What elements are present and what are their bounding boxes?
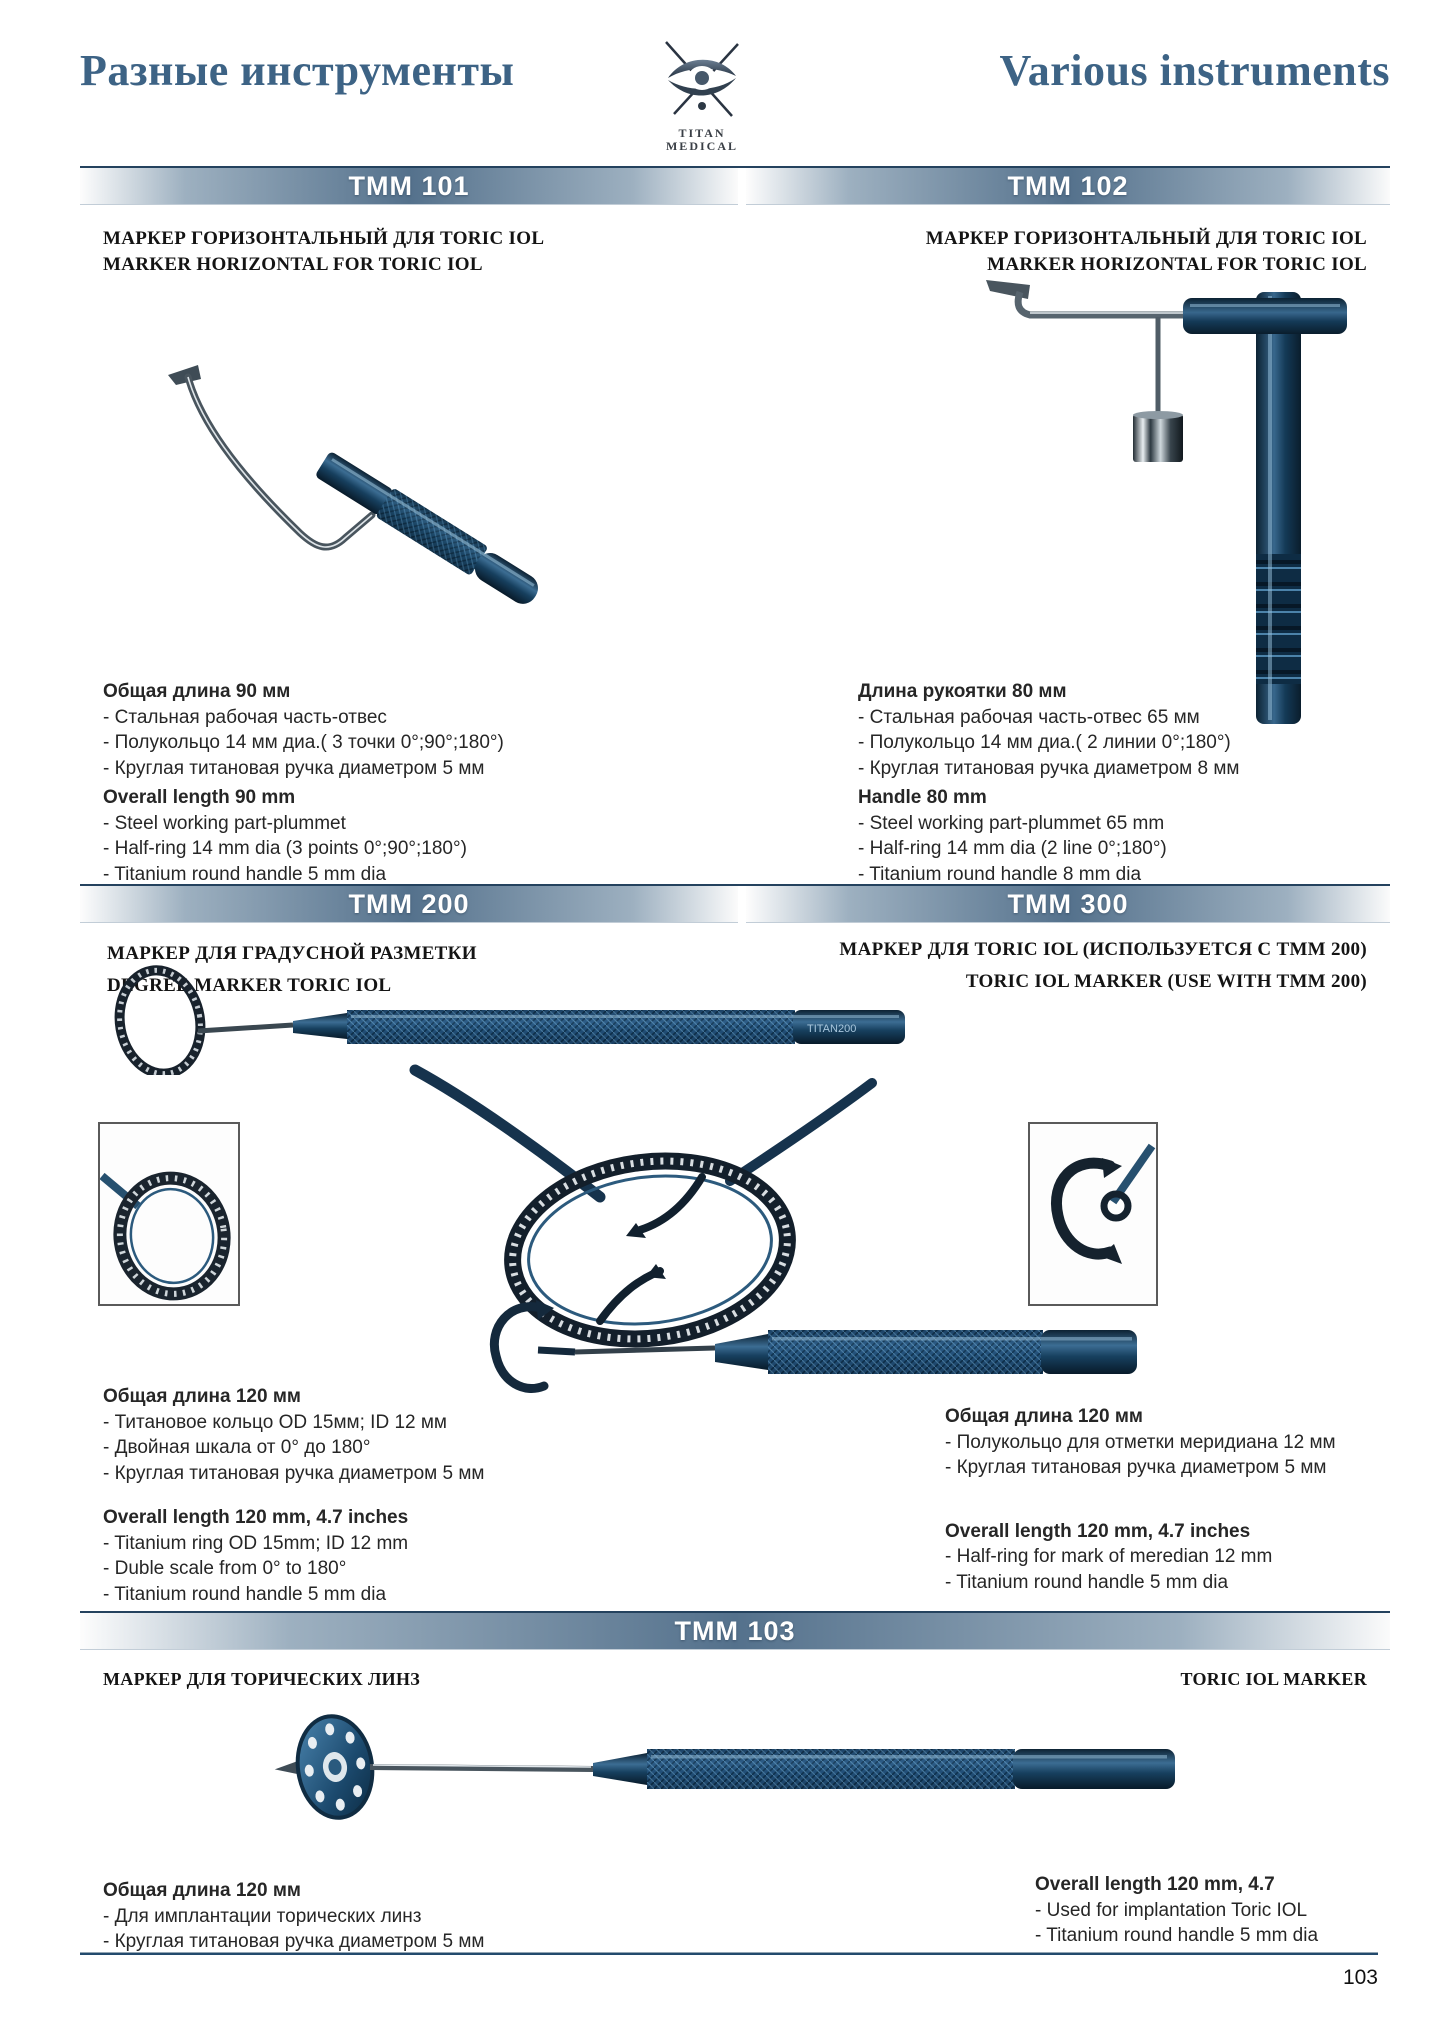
spec-line: - Круглая титановая ручка диаметром 5 мм <box>103 757 485 779</box>
logo-text-titan: TITAN <box>678 126 726 140</box>
spec-line: - Полукольцо для отметки меридиана 12 мм <box>945 1431 1336 1453</box>
half-ring-hook <box>494 1307 544 1389</box>
spec-line: - Стальная рабочая часть-отвес 65 мм <box>858 706 1200 728</box>
shaft <box>575 1348 715 1352</box>
code-bar-tmm103 <box>80 1613 1390 1650</box>
spec-line: - Круглая титановая ручка диаметром 5 мм <box>103 1462 485 1484</box>
tmm102-specs <box>858 679 1239 887</box>
spec-title-ru: Длина рукоятки 80 мм <box>858 681 1067 702</box>
tmm300-name <box>839 934 1367 998</box>
product-code: TMM 200 <box>348 888 470 919</box>
spec-title-ru: Общая длина 120 мм <box>103 1386 301 1407</box>
tmm200-ring-inset <box>98 1122 240 1306</box>
page-title-en: Various instruments <box>999 46 1390 95</box>
code-bar-tmm300 <box>746 886 1390 923</box>
tmm300-hook-inset <box>1028 1122 1158 1306</box>
spec-line: - Titanium round handle 5 mm dia <box>945 1571 1229 1593</box>
name-en: TORIC IOL MARKER (USE WITH TMM 200) <box>965 971 1367 992</box>
titanium-handle <box>1256 292 1301 724</box>
spec-title-en: Overall length 120 mm, 4.7 inches <box>945 1520 1251 1542</box>
page-number: 103 <box>1342 1966 1378 1989</box>
spec-title-ru: Общая длина 120 мм <box>945 1406 1143 1427</box>
name-ru: МАРКЕР ДЛЯ ТОРИЧЕСКИХ ЛИНЗ <box>103 1669 421 1689</box>
marker-foot <box>986 280 1030 299</box>
tmm300-product-photo <box>480 1290 1150 1405</box>
spec-line: - Half-ring for mark of meredian 12 mm <box>945 1546 1273 1567</box>
marker-tip <box>168 365 201 385</box>
spec-line: - Used for implantation Toric IOL <box>1035 1899 1308 1921</box>
tmm101-name <box>103 226 544 278</box>
spec-line: - Круглая титановая ручка диаметром 5 мм <box>945 1457 1327 1478</box>
name-ru: МАРКЕР ДЛЯ ГРАДУСНОЙ РАЗМЕТКИ <box>107 943 477 964</box>
spec-title-ru: Общая длина 90 мм <box>103 681 291 702</box>
spec-line: - Titanium round handle 5 mm dia <box>103 863 387 885</box>
spec-line: - Титановое кольцо OD 15мм; ID 12 мм <box>103 1411 447 1433</box>
marker-disc <box>268 1711 378 1826</box>
product-code: TMM 102 <box>1007 170 1129 201</box>
product-code: TMM 300 <box>1007 888 1129 919</box>
tmm103-name-ru <box>103 1666 420 1692</box>
shaft <box>198 1025 293 1031</box>
titan-medical-logo <box>642 36 762 153</box>
spec-line: - Half-ring 14 mm dia (3 points 0°;90°;180°) <box>103 838 467 859</box>
spec-line: - Duble scale from 0° to 180° <box>103 1558 347 1579</box>
tmm200-specs <box>103 1384 484 1607</box>
spec-title-en: Overall length 90 mm <box>103 787 296 808</box>
logo-text-medical: MEDICAL <box>665 139 738 153</box>
product-code: TMM 103 <box>674 1615 796 1646</box>
pointer-hook-top <box>640 1177 702 1230</box>
spec-line: - Half-ring 14 mm dia (2 line 0°;180°) <box>858 838 1167 859</box>
page-title-ru: Разные инструменты <box>80 46 515 95</box>
spec-title-en: Handle 80 mm <box>858 787 987 808</box>
spec-line: - Стальная рабочая часть-отвес <box>103 706 387 728</box>
spec-line: - Полукольцо 14 мм диа.( 2 линии 0°;180°) <box>858 732 1231 753</box>
tmm103-specs-en <box>1035 1872 1318 1949</box>
spec-line: - Двойная шкала от 0° до 180° <box>103 1437 371 1458</box>
spec-line: - Titanium round handle 8 mm dia <box>858 863 1142 885</box>
tmm103-product-photo <box>255 1705 1185 1830</box>
spec-line: - Полукольцо 14 мм диа.( 3 точки 0°;90°;180°) <box>103 732 504 753</box>
name-ru: МАРКЕР ГОРИЗОНТАЛЬНЫЙ ДЛЯ TORIC IOL <box>925 228 1367 249</box>
name-ru: МАРКЕР ДЛЯ TORIC IOL (ИСПОЛЬЗУЕТСЯ С TMM 200) <box>839 939 1367 960</box>
handle-engraving: TITAN200 <box>807 1023 857 1035</box>
tmm101-product-photo <box>100 285 600 635</box>
tmm102-name <box>926 226 1367 278</box>
spec-line: - Круглая титановая ручка диаметром 8 мм <box>858 757 1240 779</box>
plummet-weight <box>1133 414 1183 462</box>
tmm103-name-en <box>1181 1666 1368 1692</box>
spec-line: - Titanium round handle 5 mm dia <box>1035 1925 1319 1946</box>
spec-line: - Steel working part-plummet 65 mm <box>858 812 1165 834</box>
tmm101-specs <box>103 679 504 887</box>
product-code: TMM 101 <box>348 170 470 201</box>
spec-title-en: Overall length 120 mm, 4.7 inches <box>103 1507 409 1528</box>
t-crossbar <box>1183 298 1347 334</box>
spec-title-ru: Общая длина 120 мм <box>103 1880 301 1901</box>
code-bar-tmm102 <box>746 168 1390 205</box>
name-en: MARKER HORIZONTAL FOR TORIC IOL <box>987 254 1367 275</box>
degree-ring <box>112 964 209 1075</box>
name-en: DEGREE MARKER TORIC IOL <box>107 975 392 996</box>
spec-line: - Titanium ring OD 15mm; ID 12 mm <box>103 1532 409 1554</box>
tmm103-specs-ru <box>103 1878 484 1955</box>
steel-arm <box>1018 292 1188 315</box>
handle-cap <box>1041 1330 1137 1374</box>
spec-line: - Steel working part-plummet <box>103 812 346 834</box>
marker-shaft-right <box>730 1083 872 1181</box>
spec-line: - Круглая титановая ручка диаметром 5 мм <box>103 1931 485 1952</box>
footer-rule <box>80 1952 1378 1955</box>
eye-logo-icon <box>646 36 758 122</box>
name-en: TORIC IOL MARKER <box>1180 1669 1367 1689</box>
code-bar-tmm200 <box>80 886 738 923</box>
spec-line: - Titanium round handle 5 mm dia <box>103 1583 387 1605</box>
name-ru: МАРКЕР ГОРИЗОНТАЛЬНЫЙ ДЛЯ TORIC IOL <box>103 228 545 249</box>
name-en: MARKER HORIZONTAL FOR TORIC IOL <box>103 254 483 275</box>
code-bar-tmm101 <box>80 168 738 205</box>
spec-title-en: Overall length 120 mm, 4.7 <box>1035 1874 1275 1895</box>
titanium-handle <box>313 449 544 611</box>
tmm300-specs <box>945 1404 1336 1595</box>
spec-line: - Для имплантации торических линз <box>103 1905 422 1927</box>
